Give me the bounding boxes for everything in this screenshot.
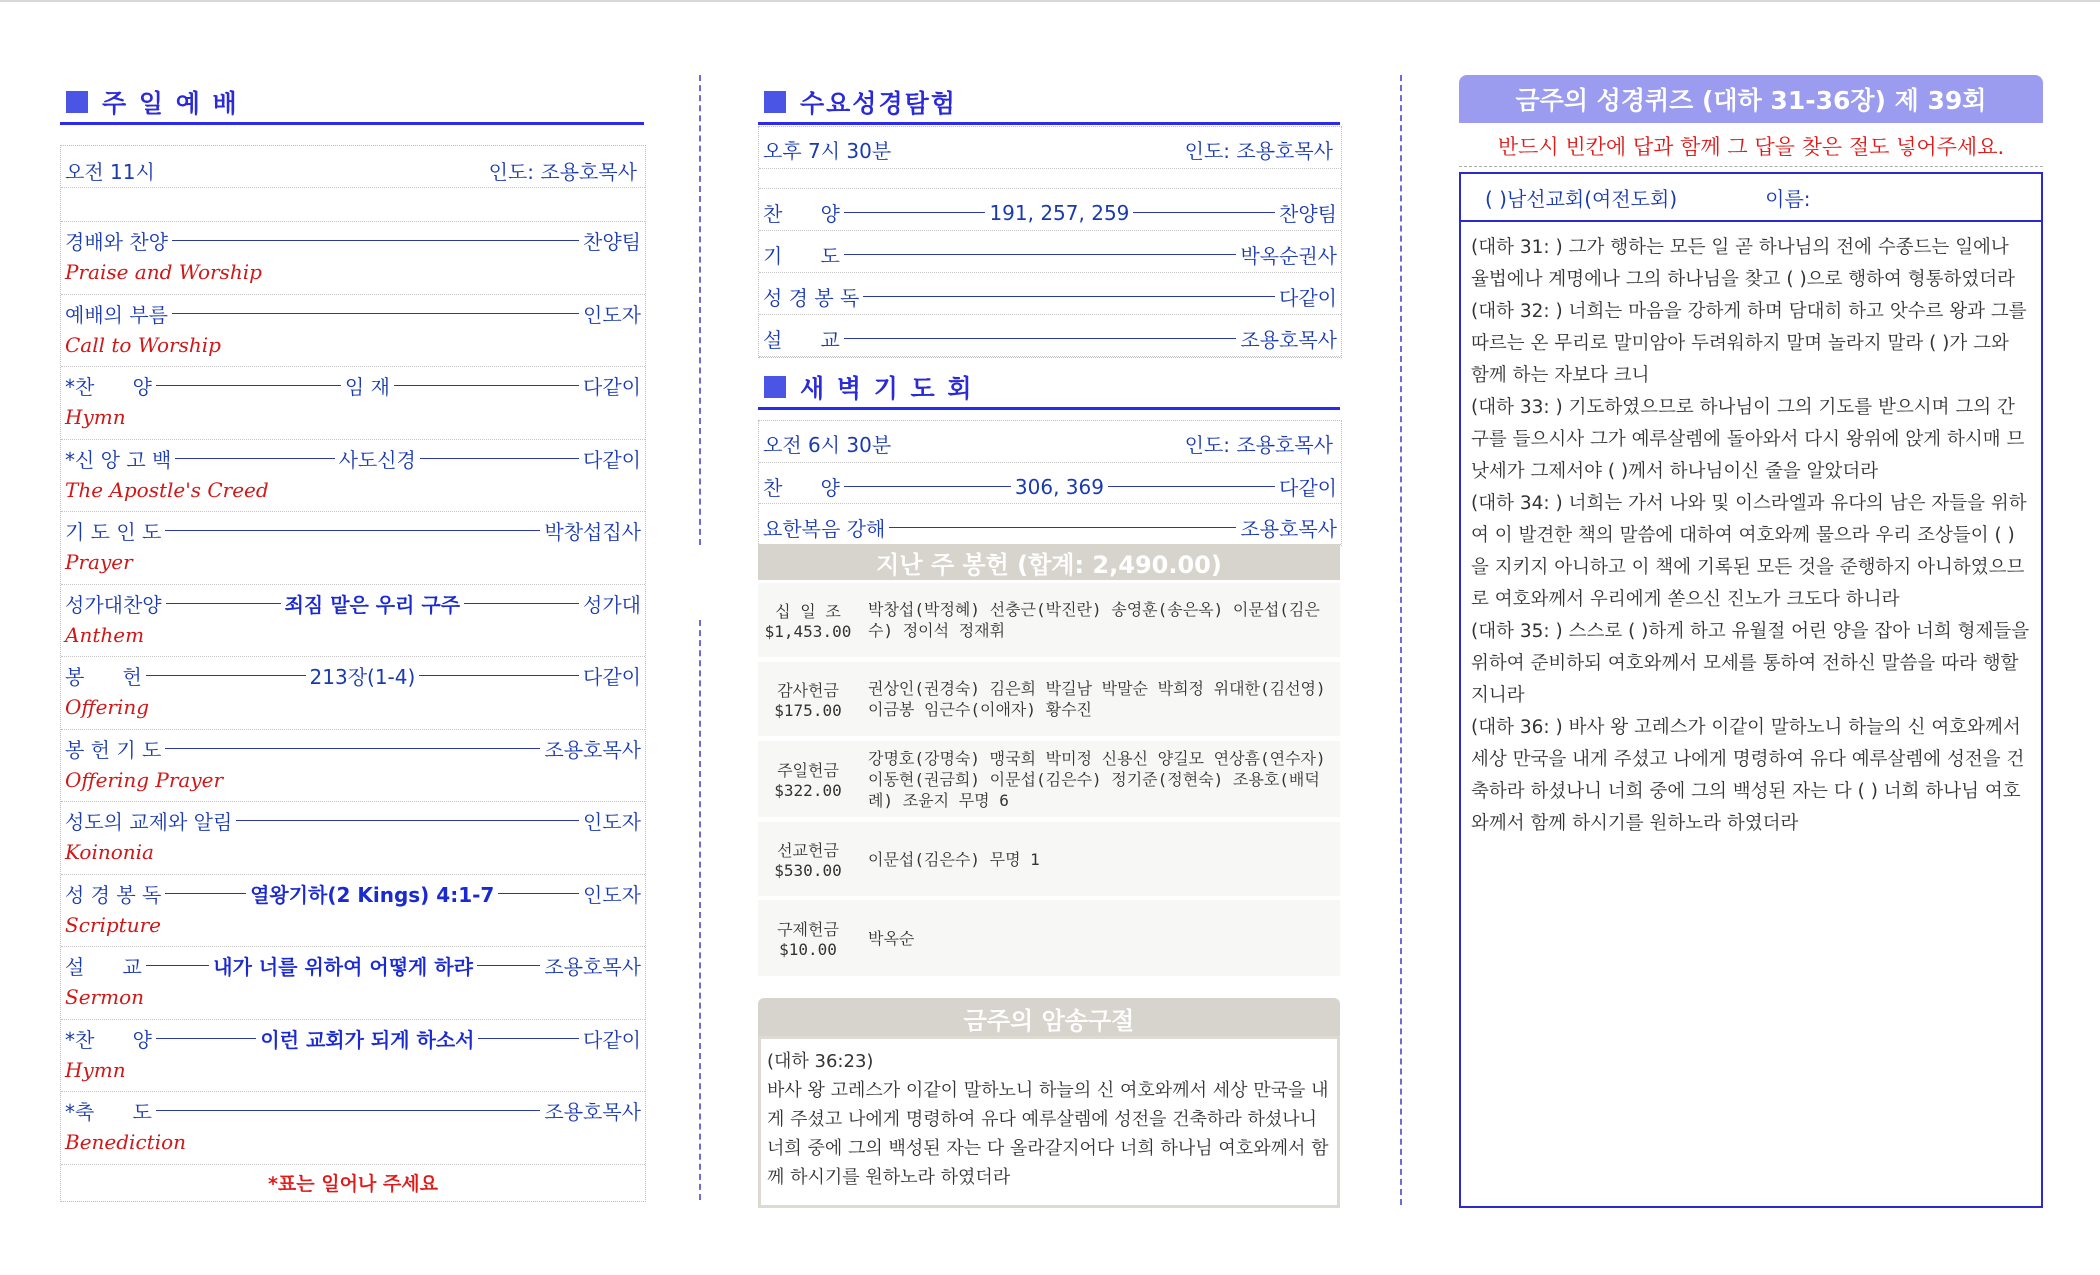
dawn-table — [758, 420, 1342, 546]
offering-names: 강명호(강명숙) 맹국희 박미정 신용신 양길모 연상흠(연수자) 이동현(권금희) 이문섭(김은수) 정기준(정현숙) 조용호(배덕례) 조윤지 무명 6 — [868, 748, 1326, 810]
leader-line — [844, 212, 986, 213]
standing-note: *표는 일어나 주세요 — [268, 1173, 438, 1195]
leader-line — [166, 603, 281, 604]
wednesday-time-row — [759, 127, 1341, 169]
sunday-item-person: 박창섭집사 — [544, 520, 641, 544]
sunday-rows — [61, 222, 645, 1165]
sunday-row — [61, 730, 645, 803]
quiz-header: 금주의 성경퀴즈 (대하 31-36장) 제 39회 — [1459, 75, 2043, 123]
sunday-item-person: 다같이 — [583, 665, 641, 689]
dawn-header — [758, 367, 1340, 410]
wednesday-row — [759, 273, 1341, 315]
sunday-item-detail: 죄짐 맡은 우리 구주 — [284, 592, 461, 617]
offering-row — [758, 583, 1340, 657]
sunday-item-person: 인도자 — [583, 302, 641, 327]
leader-line — [165, 748, 540, 749]
sunday-item-detail: 임 재 — [344, 375, 390, 399]
dawn-leader: 인도: 조용호목사 — [1184, 433, 1333, 457]
wednesday-row — [759, 231, 1341, 273]
sunday-item-english: Sermon — [65, 985, 144, 1009]
sunday-order-table — [60, 145, 646, 1202]
leader-line — [844, 254, 1237, 255]
sunday-item-label: 기 도 인 도 — [65, 520, 162, 544]
sunday-item-label: 예배의 부름 — [65, 302, 168, 327]
sunday-item-english: Benediction — [65, 1130, 187, 1154]
column-divider — [1400, 75, 1402, 1205]
sunday-item-english: Prayer — [65, 550, 133, 574]
wednesday-item-person: 조용호목사 — [1240, 328, 1337, 352]
leader-line — [146, 965, 209, 966]
quiz-instruction: 반드시 빈칸에 답과 함께 그 답을 찾은 절도 넣어주세요. — [1459, 126, 2043, 167]
leader-line — [1133, 212, 1275, 213]
offering-names: 박창섭(박정혜) 선충근(박진란) 송영훈(송은옥) 이문섭(김은수) 정이석 정재휘 — [868, 600, 1320, 640]
wednesday-row — [759, 189, 1341, 231]
offering-category-cell — [758, 662, 858, 736]
sunday-item-english: Offering Prayer — [65, 767, 224, 792]
sunday-row — [61, 802, 645, 875]
quiz-name-field[interactable]: 이름: — [1765, 186, 1811, 211]
offering-category: 십 일 조 — [775, 602, 841, 621]
leader-line — [175, 458, 334, 459]
leader-line — [165, 530, 540, 531]
sunday-item-label: 경배와 찬양 — [65, 230, 168, 254]
sunday-item-person: 성가대 — [583, 592, 641, 617]
dawn-item-label: 찬 양 — [763, 476, 840, 500]
sunday-item-person: 찬양팀 — [583, 230, 641, 254]
sunday-item-english: Scripture — [65, 912, 161, 937]
wednesday-time: 오후 7시 30분 — [763, 139, 892, 163]
sunday-item-english: Call to Worship — [65, 332, 221, 357]
sunday-item-english: Offering — [65, 695, 150, 719]
leader-line — [844, 486, 1011, 487]
wednesday-item-person: 다같이 — [1279, 286, 1337, 310]
leader-line — [394, 385, 579, 386]
sunday-item-person: 조용호목사 — [544, 955, 642, 979]
quiz-questions — [1461, 222, 2041, 850]
sunday-row — [61, 657, 645, 730]
sunday-item-label: *찬 양 — [65, 1027, 152, 1052]
leader-line — [464, 603, 579, 604]
sunday-row — [61, 512, 645, 585]
sunday-item-english: Hymn — [65, 405, 126, 429]
sunday-item-english: Koinonia — [65, 840, 154, 864]
sunday-row — [61, 222, 645, 295]
leader-line — [172, 240, 579, 241]
offering-category-cell — [758, 583, 858, 657]
sunday-item-label: 봉 헌 기 도 — [65, 737, 162, 762]
offering-amount: $530.00 — [774, 861, 842, 880]
sunday-leader: 인도: 조용호목사 — [488, 160, 637, 184]
quiz-answer-box — [1459, 172, 2043, 1208]
wednesday-table — [758, 126, 1342, 358]
leader-line — [1108, 486, 1275, 487]
sunday-item-english: Anthem — [65, 622, 145, 647]
memory-verse-ref: (대하 36:23) — [767, 1051, 874, 1072]
sunday-row — [61, 367, 645, 440]
wednesday-item-person: 박옥순권사 — [1240, 244, 1337, 268]
sunday-item-detail: 사도신경 — [338, 447, 416, 472]
standing-note-row — [61, 1165, 645, 1201]
dawn-item-label: 요한복음 강해 — [763, 517, 886, 541]
leader-line — [863, 296, 1275, 297]
sunday-row — [61, 295, 645, 368]
wednesday-item-label: 기 도 — [763, 244, 840, 268]
spacer-row — [759, 169, 1341, 189]
sunday-title: 주 일 예 배 — [102, 89, 239, 118]
offering-category-cell — [758, 822, 858, 896]
column-divider — [699, 620, 701, 1200]
leader-line — [172, 313, 579, 314]
dawn-title: 새 벽 기 도 회 — [800, 374, 974, 403]
quiz-name-row — [1461, 174, 2041, 222]
wednesday-row — [759, 315, 1341, 357]
memory-verse-header: 금주의 암송구절 — [758, 998, 1340, 1038]
sunday-item-english: The Apostle's Creed — [65, 477, 269, 502]
sunday-row — [61, 585, 645, 658]
quiz-question: (대하 31: ) 그가 행하는 모든 일 곧 하나님의 전에 수종드는 일에나 율법에나 계명에나 그의 하나님을 찾고 ( )으로 행하여 형통하였더라 — [1471, 237, 2015, 290]
sunday-row — [61, 1092, 645, 1165]
sunday-item-label: *축 도 — [65, 1100, 152, 1124]
dawn-row — [759, 504, 1341, 545]
column-divider — [699, 75, 701, 545]
sunday-item-person: 인도자 — [583, 810, 641, 834]
sunday-item-label: 성 경 봉 독 — [65, 882, 162, 907]
sunday-time-row — [61, 146, 645, 188]
leader-line — [156, 1110, 541, 1111]
offering-amount: $322.00 — [774, 781, 842, 800]
square-bullet-icon — [764, 91, 786, 113]
sunday-item-person: 다같이 — [583, 375, 642, 399]
leader-line — [420, 458, 579, 459]
wednesday-leader: 인도: 조용호목사 — [1184, 139, 1333, 163]
sunday-item-detail: 이런 교회가 되게 하소서 — [260, 1027, 475, 1052]
offering-category: 감사헌금 — [777, 681, 839, 700]
offering-amount: $10.00 — [779, 940, 837, 959]
leader-line — [146, 675, 306, 676]
offering-header: 지난 주 봉헌 (합계: 2,490.00) — [758, 544, 1340, 580]
leader-line — [165, 893, 246, 894]
offering-row — [758, 822, 1340, 896]
offering-category-cell — [758, 741, 858, 817]
wednesday-title: 수요성경탐험 — [800, 89, 957, 118]
leader-line — [498, 893, 579, 894]
leader-line — [236, 820, 579, 821]
offering-row — [758, 900, 1340, 976]
sunday-item-english: Hymn — [65, 1057, 126, 1082]
quiz-question: (대하 32: ) 너희는 마음을 강하게 하며 담대히 하고 앗수르 왕과 그를 따르는 온 무리로 말미암아 두려워하지 말며 놀라지 말라 ( )가 그와 함께 하는 자보다 크니 — [1471, 301, 2027, 386]
dawn-item-person: 조용호목사 — [1240, 517, 1337, 541]
sunday-item-detail: 내가 너를 위하여 어떻게 하랴 — [213, 955, 473, 979]
offering-category: 구제헌금 — [777, 920, 839, 939]
dawn-item-person: 다같이 — [1279, 476, 1338, 500]
sunday-item-person: 다같이 — [583, 1027, 642, 1052]
offering-names: 박옥순 — [868, 928, 915, 948]
leader-line — [889, 527, 1236, 528]
quiz-question: (대하 33: ) 기도하였으므로 하나님이 그의 기도를 받으시며 그의 간구를 들으시사 그가 예루살렘에 돌아와서 다시 왕위에 앉게 하시매 므낫세가 그제서야 ( )께서 하나님이신 줄을 알았더라 — [1471, 397, 2025, 482]
sunday-item-label: *찬 양 — [65, 375, 152, 399]
sunday-time: 오전 11시 — [65, 160, 155, 184]
wednesday-item-person: 찬양팀 — [1279, 202, 1337, 226]
sunday-item-label: 성가대찬양 — [65, 592, 162, 617]
memory-verse-text: 바사 왕 고레스가 이같이 말하노니 하늘의 신 여호와께서 세상 만국을 내게 주셨고 나에게 명령하여 유다 예루살렘에 성전을 건축하라 하셨나니 너희 중에 그의 백성된 자는 다 올라갈지어다 너희 하나님 여호와께서 함께 하시기를 원하노라 하였더라 — [767, 1080, 1329, 1188]
offering-names: 권상인(권경숙) 김은희 박길남 박말순 박희정 위대한(김선영) 이금봉 임근수(이애자) 황수진 — [868, 679, 1326, 719]
dawn-time: 오전 6시 30분 — [763, 433, 892, 457]
sunday-item-person: 다같이 — [583, 447, 642, 472]
leader-line — [156, 385, 341, 386]
wednesday-item-detail: 191, 257, 259 — [989, 200, 1130, 225]
offering-category: 선교헌금 — [777, 841, 839, 860]
sunday-item-label: *신 앙 고 백 — [65, 447, 172, 472]
sunday-item-person: 조용호목사 — [544, 1100, 641, 1124]
offering-row — [758, 662, 1340, 736]
square-bullet-icon — [764, 376, 786, 398]
quiz-question: (대하 36: ) 바사 왕 고레스가 이같이 말하노니 하늘의 신 여호와께서 세상 만국을 내게 주셨고 나에게 명령하여 유다 예루살렘에 성전을 건축하라 하셨나니 너희 중에 그의 백성된 자는 다 ( ) 너희 하나님 여호와께서 함께 하시기를 원하노라 하였더라 — [1471, 717, 2025, 834]
sunday-row — [61, 1020, 645, 1093]
sunday-item-person: 인도자 — [583, 882, 641, 907]
top-border — [0, 0, 2100, 2]
memory-verse-box — [758, 1036, 1340, 1208]
leader-line — [844, 338, 1237, 339]
sunday-item-label: 설 교 — [65, 955, 142, 979]
dawn-item-detail: 306, 369 — [1014, 474, 1104, 499]
leader-line — [156, 1038, 257, 1039]
dawn-row — [759, 463, 1341, 504]
wednesday-item-label: 찬 양 — [763, 202, 840, 226]
offering-category-cell — [758, 900, 858, 976]
offering-amount: $175.00 — [774, 701, 842, 720]
dawn-time-row — [759, 421, 1341, 463]
square-bullet-icon — [66, 91, 88, 113]
offering-category: 주일헌금 — [777, 761, 839, 780]
offering-amount: $1,453.00 — [764, 622, 852, 641]
sunday-item-english: Praise and Worship — [65, 260, 262, 284]
sunday-item-label: 성도의 교제와 알림 — [65, 810, 233, 834]
sunday-row — [61, 947, 645, 1020]
offering-row — [758, 741, 1340, 817]
leader-line — [478, 1038, 579, 1039]
offering-names: 이문섭(김은수) 무명 1 — [868, 849, 1040, 869]
leader-line — [419, 675, 579, 676]
quiz-question: (대하 35: ) 스스로 ( )하게 하고 유월절 어린 양을 잡아 너희 형제들을 위하여 준비하되 여호와께서 모세를 통하여 전하신 말씀을 따라 행할지니라 — [1471, 621, 2030, 706]
wednesday-rows — [759, 189, 1341, 357]
sunday-row — [61, 875, 645, 948]
dawn-rows — [759, 463, 1341, 545]
sunday-row — [61, 440, 645, 513]
quiz-question: (대하 34: ) 너희는 가서 나와 및 이스라엘과 유다의 남은 자들을 위하여 이 발견한 책의 말씀에 대하여 여호와께 물으라 우리 조상들이 ( )을 지키지 아니하고 이 책에 기록된 모든 것을 준행하지 아니하였으므로 여호와께서 우리에게 쏟으신 진노가 크도다 하니라 — [1471, 493, 2027, 610]
quiz-church-field[interactable]: ( )남선교회(여전도회) — [1485, 186, 1678, 211]
wednesday-header — [758, 82, 1340, 125]
sunday-item-detail: 213장(1-4) — [309, 665, 416, 689]
sunday-item-person: 조용호목사 — [544, 737, 641, 762]
sunday-item-detail: 열왕기하(2 Kings) 4:1-7 — [250, 882, 495, 907]
sunday-item-label: 봉 헌 — [65, 665, 142, 689]
wednesday-item-label: 성 경 봉 독 — [763, 286, 860, 310]
sunday-header — [60, 82, 644, 125]
spacer-row — [61, 188, 645, 222]
leader-line — [477, 965, 540, 966]
wednesday-item-label: 설 교 — [763, 328, 840, 352]
